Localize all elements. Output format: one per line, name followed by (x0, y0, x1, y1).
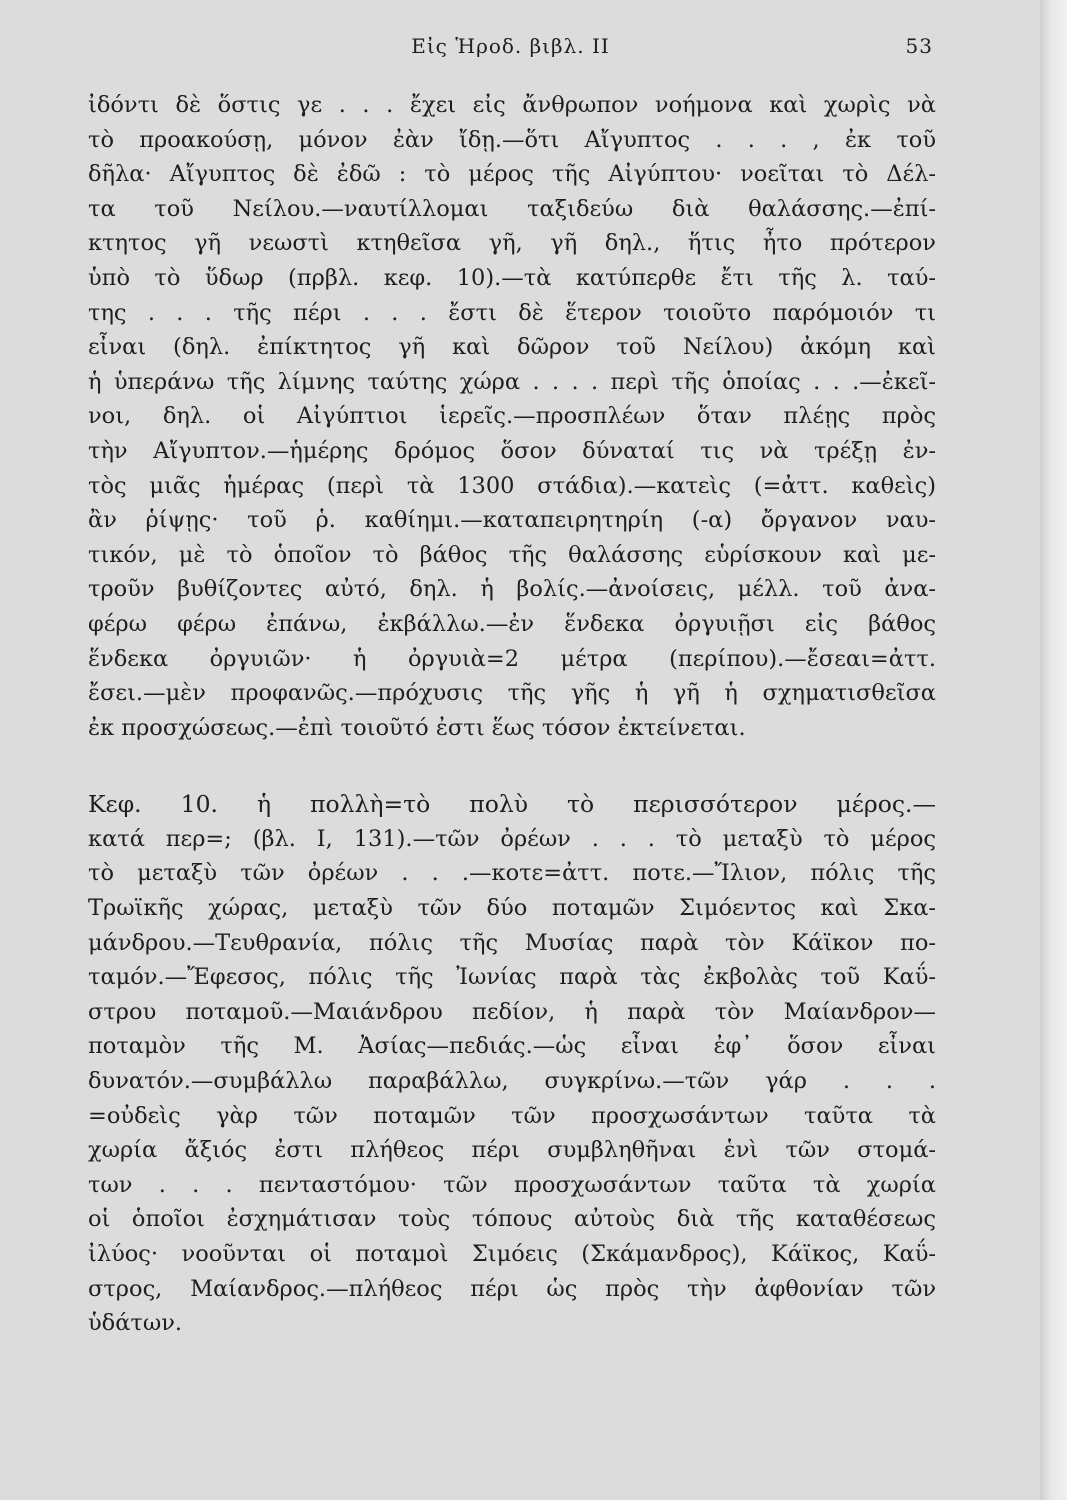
text-line: τὸ μεταξὺ τῶν ὀρέων . . .—κοτε=ἀττ. ποτε.—Ἴλιον, πόλις τῆς (88, 860, 936, 887)
text-line: μάνδρου.—Τευθρανία, πόλις τῆς Μυσίας παρὰ τὸν Κάϊκον πο- (88, 929, 936, 956)
text-line: δῆλα· Αἴγυπτος δὲ ἐδῶ : τὸ μέρος τῆς Αἰγύπτου· νοεῖται τὸ Δέλ- (88, 161, 936, 188)
text-line: ταμόν.—Ἔφεσος, πόλις τῆς Ἰωνίας παρὰ τὰς ἐκβολὰς τοῦ Καΰ- (88, 964, 936, 991)
text-line: =οὐδεὶς γὰρ τῶν ποταμῶν τῶν προσχωσάντων ταῦτα τὰ (88, 1102, 936, 1129)
text-line: ποταμὸν τῆς Μ. Ἀσίας—πεδιάς.—ὡς εἶναι ἐφ᾿ ὅσον εἶναι (88, 1033, 936, 1060)
commentary-paragraph-2 (88, 787, 936, 1341)
text-line: ἰλύος· νοοῦνται οἱ ποταμοὶ Σιμόεις (Σκάμανδρος), Κάϊκος, Καΰ- (88, 1241, 936, 1267)
commentary-paragraph-1 (88, 88, 936, 745)
text-line: τὸς μιᾶς ἡμέρας (περὶ τὰ 1300 στάδια).—κατεὶς (=ἀττ. καθεὶς) (88, 472, 936, 499)
text-line: στρου ποταμοῦ.—Μαιάνδρου πεδίον, ἡ παρὰ τὸν Μαίανδρον— (88, 998, 936, 1025)
text-line: ἰδόντι δὲ ὅστις γε . . . ἔχει εἰς ἄνθρωπον νοήμονα καὶ χωρὶς νὰ (88, 92, 936, 118)
text-line: Κεφ. 10. ἡ πολλὴ=τὸ πολὺ τὸ περισσότερον μέρος.— (88, 790, 936, 819)
text-line: δυνατόν.—συμβάλλω παραβάλλω, συγκρίνω.—τῶν γάρ . . . (88, 1068, 936, 1095)
text-line: τικόν, μὲ τὸ ὁποῖον τὸ βάθος τῆς θαλάσσης εὑρίσκουν καὶ με- (88, 541, 936, 568)
text-line: χωρία ἄξιός ἐστι πλήθεος πέρι συμβληθῆναι ἑνὶ τῶν στομά- (88, 1137, 936, 1164)
text-line: ἡ ὑπεράνω τῆς λίμνης ταύτης χώρα . . . . περὶ τῆς ὁποίας . . .—ἐκεῖ- (88, 368, 936, 395)
text-line: των . . . πενταστόμου· τῶν προσχωσάντων ταῦτα τὰ χωρία (88, 1171, 936, 1198)
text-line: ὑδάτων. (88, 1310, 183, 1337)
text-line: τὸ προακούσῃ, μόνον ἐὰν ἴδῃ.—ὅτι Αἴγυπτος . . . , ἐκ τοῦ (88, 126, 936, 153)
text-line: κατά περ=; (βλ. I, 131).—τῶν ὀρέων . . . τὸ μεταξὺ τὸ μέρος (88, 825, 936, 852)
text-line: στρος, Μαίανδρος.—πλήθεος πέρι ὡς πρὸς τὴν ἀφθονίαν τῶν (88, 1275, 936, 1302)
text-line: νοι, δηλ. οἱ Αἰγύπτιοι ἱερεῖς.—προσπλέων ὅταν πλέῃς πρὸς (88, 403, 936, 430)
text-line: ἂν ῥίψῃς· τοῦ ῥ. καθίημι.—καταπειρητηρίη (-α) ὄργανον ναυ- (88, 507, 936, 534)
text-line: ἐκ προσχώσεως.—ἐπὶ τοιοῦτό ἐστι ἕως τόσον ἐκτείνεται. (88, 714, 746, 741)
text-line: ἕνδεκα ὀργυιῶν· ἡ ὀργυιὰ=2 μέτρα (περίπου).—ἔσεαι=ἀττ. (88, 645, 936, 672)
running-title: Εἰς Ἡροδ. βιβλ. II (411, 34, 610, 58)
page-number: 53 (905, 34, 933, 58)
text-line: Τρωϊκῆς χώρας, μεταξὺ τῶν δύο ποταμῶν Σιμόεντος καὶ Σκα- (88, 895, 936, 922)
page-edge (1040, 0, 1067, 1500)
page-header (88, 34, 933, 64)
text-line: οἱ ὁποῖοι ἐσχημάτισαν τοὺς τόπους αὐτοὺς διὰ τῆς καταθέσεως (88, 1206, 936, 1233)
text-line: τὴν Αἴγυπτον.—ἡμέρης δρόμος ὅσον δύναταί τις νὰ τρέξῃ ἐν- (88, 437, 936, 464)
text-line: φέρω φέρω ἐπάνω, ἐκβάλλω.—ἐν ἕνδεκα ὀργυιῇσι εἰς βάθος (88, 610, 936, 637)
page-body (88, 88, 936, 1341)
text-line: κτητος γῆ νεωστὶ κτηθεῖσα γῆ, γῆ δηλ., ἥτις ἦτο πρότερον (88, 230, 936, 257)
text-line: τα τοῦ Νείλου.—ναυτίλλομαι ταξιδεύω διὰ θαλάσσης.—ἐπί- (88, 195, 936, 222)
text-line: ἔσει.—μὲν προφανῶς.—πρόχυσις τῆς γῆς ἡ γῆ ἡ σχηματισθεῖσα (88, 680, 936, 707)
text-line: ὑπὸ τὸ ὕδωρ (πρβλ. κεφ. 10).—τὰ κατύπερθε ἔτι τῆς λ. ταύ- (88, 264, 936, 291)
text-line: της . . . τῆς πέρι . . . ἔστι δὲ ἕτερον τοιοῦτο παρόμοιόν τι (88, 299, 936, 326)
text-line: εἶναι (δηλ. ἐπίκτητος γῆ καὶ δῶρον τοῦ Νείλου) ἀκόμη καὶ (88, 334, 936, 361)
text-line: τροῦν βυθίζοντες αὐτό, δηλ. ἡ βολίς.—ἀνοίσεις, μέλλ. τοῦ ἀνα- (88, 576, 936, 603)
